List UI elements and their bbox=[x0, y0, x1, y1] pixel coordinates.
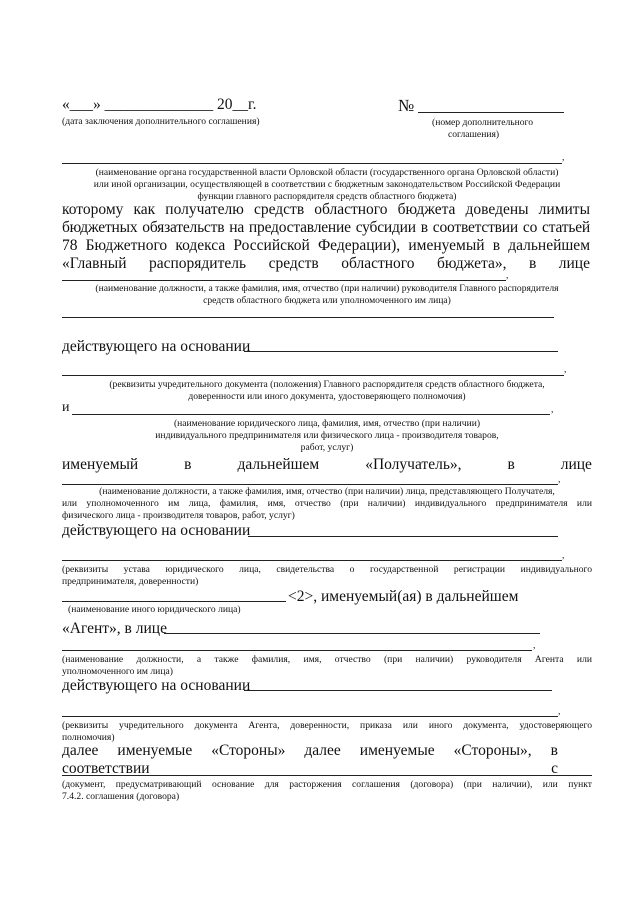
basis1-label: действующего на основании bbox=[62, 338, 251, 355]
recipient-caption-1: (наименование юридического лица, фамилия, имя, отчество (при наличии) bbox=[173, 418, 481, 429]
agent-person-caption-1: (наименование должности, а также фамилия, имя, отчество (при наличии) руководителя Агента или bbox=[62, 654, 592, 665]
basis2-caption-2: предпринимателя, доверенности) bbox=[62, 576, 199, 587]
word: «Главный bbox=[62, 255, 127, 272]
date-caption: (дата заключения дополнительного соглашения) bbox=[62, 116, 260, 127]
word: в bbox=[184, 456, 192, 473]
and-label: и bbox=[62, 400, 70, 415]
organ-caption-2: или иной организации, осуществляющей в соответствии с бюджетным законодательством Российской Федерации bbox=[93, 179, 561, 190]
word: дальнейшем bbox=[237, 456, 320, 473]
word: распорядитель bbox=[148, 255, 247, 272]
recipient-person-comma: , bbox=[558, 474, 561, 485]
body-line-3: 78 Бюджетного кодекса Российской Федерации), именуемый в дальнейшем bbox=[62, 237, 590, 254]
number-caption-2: соглашения) bbox=[448, 129, 500, 140]
organ-name-field[interactable] bbox=[62, 163, 562, 164]
agent-person-field[interactable] bbox=[164, 633, 540, 634]
agent-comma: , bbox=[533, 640, 536, 651]
body-line-1: которому как получателю средств областного бюджета доведены лимиты bbox=[62, 201, 590, 218]
organ-caption-1: (наименование органа государственной власти Орловской области (государственного органа Орловской области) bbox=[95, 167, 559, 178]
recipient-person-caption-3: физического лица - производителя товаров, работ, услуг) bbox=[62, 510, 295, 521]
closing-field[interactable] bbox=[62, 775, 592, 776]
basis2-comma: , bbox=[562, 550, 565, 561]
word: в bbox=[507, 456, 515, 473]
agent-name-field[interactable] bbox=[62, 601, 286, 602]
closing-caption-2: 7.4.2. соглашения (договора) bbox=[62, 791, 180, 802]
head-person-comma: , bbox=[506, 270, 509, 281]
word: средств bbox=[268, 255, 319, 272]
word: областного bbox=[341, 255, 415, 272]
head-person-caption-2: средств областного бюджета или уполномоченного им лица) bbox=[203, 295, 451, 306]
recipient-person-field[interactable] bbox=[62, 484, 558, 485]
word: лице bbox=[560, 456, 592, 473]
head-person-field[interactable] bbox=[62, 280, 506, 281]
word: именуемый bbox=[62, 456, 139, 473]
number-caption-1: (номер дополнительного bbox=[432, 117, 534, 128]
head-person-caption-1: (наименование должности, а также фамилия, имя, отчество (при наличии) руководителя Главного распорядителя bbox=[95, 283, 559, 294]
head-person-extra-field[interactable] bbox=[62, 317, 554, 318]
word: «Получатель», bbox=[365, 456, 462, 473]
basis1-extra-field[interactable] bbox=[62, 375, 564, 376]
basis3-field[interactable] bbox=[244, 690, 552, 691]
recipient-comma: , bbox=[551, 404, 554, 415]
basis1-comma: , bbox=[564, 364, 567, 375]
word: бюджета», bbox=[437, 255, 507, 272]
basis1-caption-2: доверенности или иного документа, удостоверяющего полномочия) bbox=[188, 391, 466, 402]
number-sign: № bbox=[398, 96, 415, 115]
agent-person-extra-field[interactable] bbox=[62, 650, 532, 651]
basis1-caption-1: (реквизиты учредительного документа (положения) Главного распорядителя средств областного бюджета, bbox=[109, 379, 545, 390]
recipient-caption-3: работ, услуг) bbox=[300, 442, 354, 453]
basis2-extra-field[interactable] bbox=[62, 560, 562, 561]
basis2-caption-1: (реквизиты устава юридического лица, свидетельства о государственной регистрации индивидуального bbox=[62, 564, 592, 575]
basis3-comma: , bbox=[558, 706, 561, 717]
closing-text: далее именуемые «Стороны» далее именуемые «Стороны», в соответствии с bbox=[62, 742, 558, 777]
agreement-date-field[interactable]: «___» ______________ 20__г. bbox=[62, 96, 257, 113]
basis2-field[interactable] bbox=[248, 536, 558, 537]
word: лице bbox=[558, 255, 590, 272]
body-line-4 bbox=[62, 255, 590, 273]
basis3-label: действующего на основании bbox=[62, 677, 251, 694]
recipient-named-line bbox=[62, 456, 592, 474]
closing-caption-1: (документ, предусматривающий основание для расторжения соглашения (договора) (при наличии), или пункт bbox=[62, 779, 592, 790]
word: в bbox=[528, 255, 537, 272]
recipient-caption-2: индивидуального предпринимателя или физического лица - производителя товаров, bbox=[155, 430, 499, 441]
basis1-field[interactable] bbox=[244, 351, 558, 352]
agent-footnote-text: <2>, именуемый(ая) в дальнейшем bbox=[288, 588, 519, 605]
agent-person-caption-2: уполномоченного им лица) bbox=[62, 666, 173, 677]
organ-comma: , bbox=[562, 152, 565, 163]
basis2-label: действующего на основании bbox=[62, 522, 251, 539]
basis3-caption-1: (реквизиты учредительного документа Агента, доверенности, приказа или иного документа, удостоверяющего bbox=[62, 720, 592, 731]
agreement-number-field[interactable] bbox=[418, 112, 564, 113]
agent-in-person: «Агент», в лице bbox=[62, 620, 167, 637]
organ-caption-3: функции главного распорядителя средств областного бюджета) bbox=[197, 191, 457, 202]
recipient-person-caption-2: или уполномоченного им лица, фамилия, имя, отчество (при наличии) индивидуального предпринимателя или bbox=[62, 498, 592, 509]
agent-org-caption: (наименование иного юридического лица) bbox=[68, 604, 241, 615]
recipient-name-field[interactable] bbox=[72, 414, 550, 415]
basis3-extra-field[interactable] bbox=[62, 716, 558, 717]
recipient-person-caption-1: (наименование должности, а также фамилия, имя, отчество (при наличии) лица, представляющего Получателя, bbox=[99, 486, 555, 497]
body-line-2: бюджетных обязательств на предоставление субсидии в соответствии со статьей bbox=[62, 219, 590, 236]
basis3-caption-2: полномочия) bbox=[62, 732, 115, 743]
